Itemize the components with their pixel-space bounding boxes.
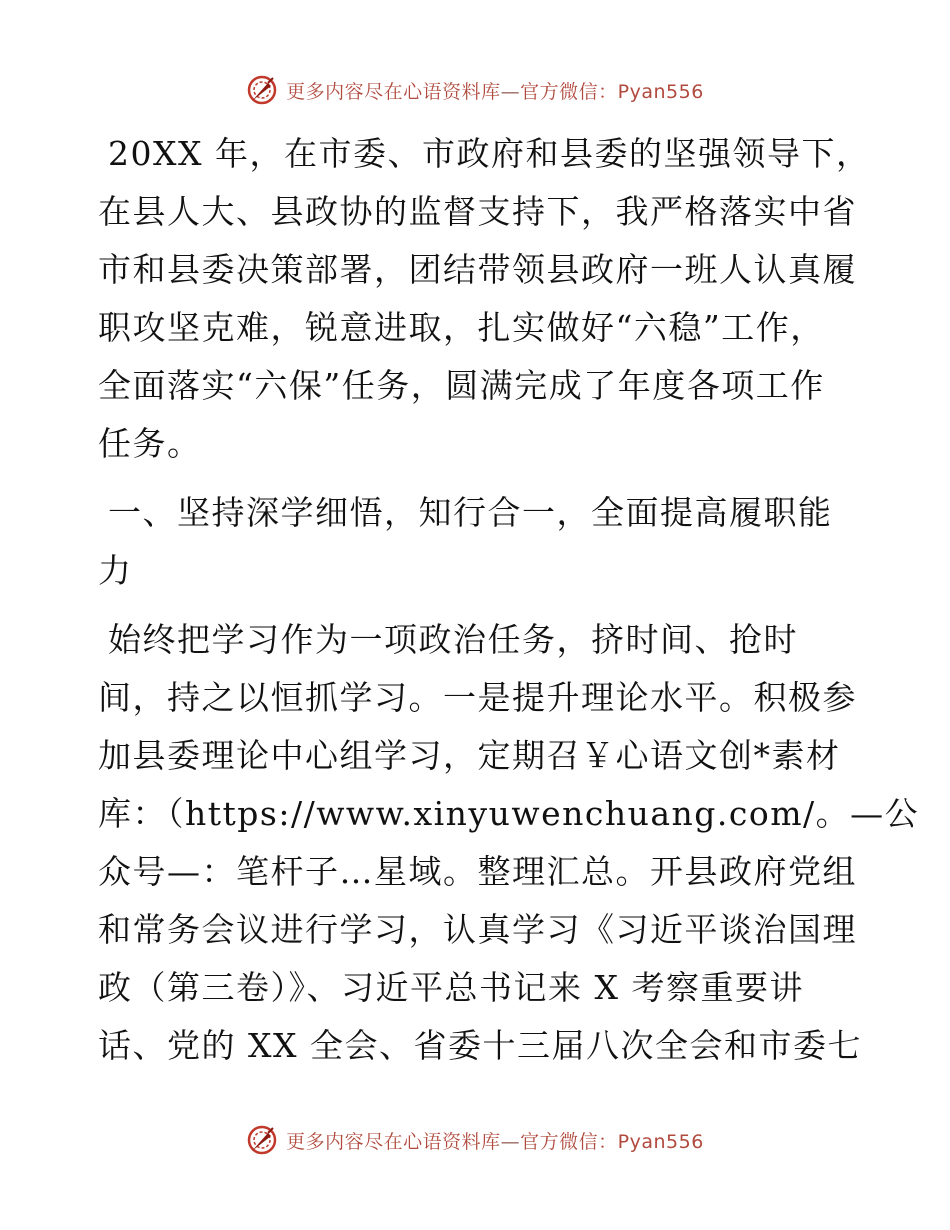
banner-site-name: 更多内容尽在心语资料库 — [286, 1130, 501, 1153]
text-line: 全面落实“六保”任务，圆满完成了年度各项工作 — [98, 366, 825, 405]
text-line: 加县委理论中心组学习，定期召￥心语文创*素材 — [98, 736, 841, 775]
text-line: 20XX 年，在市委、市政府和县委的坚强领导下， — [108, 134, 871, 173]
banner-contact: 官方微信：Pyan556 — [520, 80, 704, 103]
text-line: 和常务会议进行学习，认真学习《习近平谈治国理 — [98, 910, 857, 949]
paragraph-intro — [98, 125, 871, 473]
banner-contact: 官方微信：Pyan556 — [520, 1130, 704, 1153]
text-line: 话、党的 XX 全会、省委十三届八次全会和市委七 — [98, 1026, 862, 1065]
text-line: 市和县委决策部署，团结带领县政府一班人认真履 — [98, 250, 857, 289]
text-line: 库：（https://www.xinyuwenchuang.com/。—公 — [98, 794, 920, 833]
text-line: 始终把学习作为一项政治任务，挤时间、抢时 — [108, 620, 798, 659]
section-heading — [98, 484, 850, 600]
text-line: 在县人大、县政协的监督支持下，我严格落实中省 — [98, 192, 857, 231]
document-body — [98, 125, 920, 1075]
quill-pen-logo-icon — [246, 74, 278, 106]
footer-banner — [0, 1120, 950, 1160]
text-line: 政（第三卷）》、习近平总书记来 X 考察重要讲 — [98, 968, 804, 1007]
banner-site-name: 更多内容尽在心语资料库 — [286, 80, 501, 103]
text-line: 众号—：笔杆子…星域。整理汇总。开县政府党组 — [98, 852, 857, 891]
banner-separator: — — [500, 80, 521, 103]
banner-text — [286, 1127, 704, 1154]
banner-separator: — — [500, 1130, 521, 1153]
quill-pen-logo-icon — [246, 1124, 278, 1156]
text-line: 职攻坚克难，锐意进取，扎实做好“六稳”工作， — [98, 308, 825, 347]
paragraph-study — [98, 611, 920, 1075]
text-line: 力 — [98, 551, 133, 590]
header-banner — [0, 70, 950, 110]
banner-text — [286, 77, 704, 104]
text-line: 任务。 — [98, 424, 202, 463]
text-line: 间，持之以恒抓学习。一是提升理论水平。积极参 — [98, 678, 857, 717]
text-line: 一、坚持深学细悟，知行合一，全面提高履职能 — [108, 493, 833, 532]
